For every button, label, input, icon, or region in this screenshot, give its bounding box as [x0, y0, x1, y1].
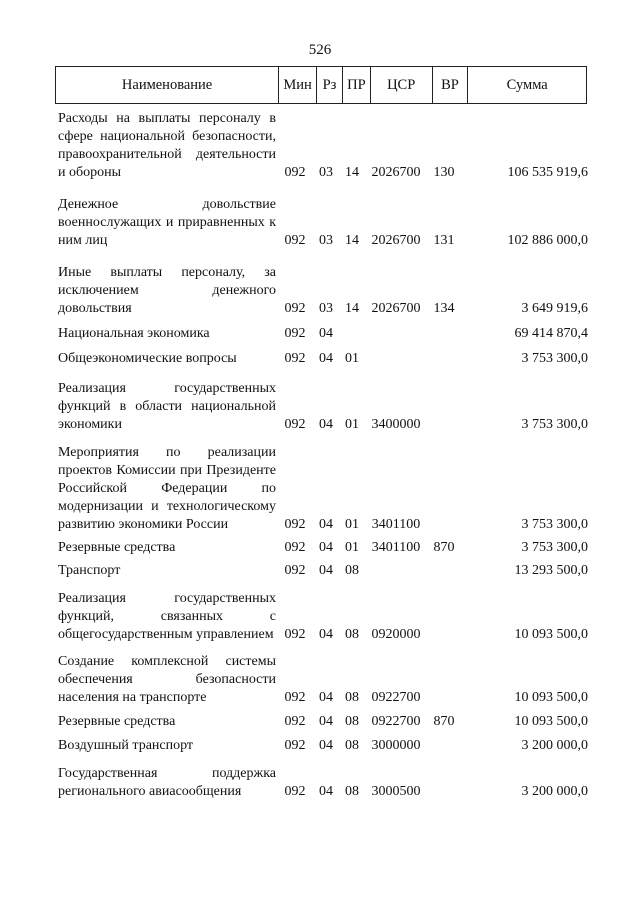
row-name: Общеэкономические вопросы — [58, 351, 237, 366]
row-csr: 2026700 — [371, 233, 421, 248]
row-sum: 3 753 300,0 — [521, 351, 588, 366]
row-name: Денежное довольствие военнослужащих и приравненных к ним лиц — [58, 197, 276, 248]
row-csr: 3000500 — [371, 784, 421, 799]
table-row — [58, 539, 588, 557]
row-min: 092 — [284, 690, 306, 705]
row-name: Создание комплексной системы обеспечения безопасности населения на транспорте — [58, 654, 276, 705]
table-row — [58, 350, 588, 368]
header-min: Мин — [279, 67, 317, 103]
row-pr: 08 — [345, 563, 359, 578]
row-pr: 01 — [345, 351, 359, 366]
row-name: Мероприятия по реализации проектов Комиссии при Президенте Российской Федерации по модернизации и технологическому развитию экономики России — [58, 445, 276, 532]
row-csr: 3400000 — [371, 417, 421, 432]
row-rz: 04 — [319, 417, 333, 432]
table-row — [58, 110, 588, 182]
row-pr: 08 — [345, 714, 359, 729]
page-number: 526 — [308, 42, 332, 58]
row-rz: 04 — [319, 540, 333, 555]
header-name: Наименование — [56, 67, 279, 103]
header-pr: ПР — [343, 67, 371, 103]
row-min: 092 — [284, 351, 306, 366]
row-min: 092 — [284, 627, 306, 642]
row-pr: 14 — [345, 165, 359, 180]
row-pr: 08 — [345, 627, 359, 642]
row-min: 092 — [284, 165, 306, 180]
row-pr: 14 — [345, 233, 359, 248]
table-row — [58, 325, 588, 343]
row-sum: 3 200 000,0 — [521, 784, 588, 799]
row-vr: 870 — [433, 714, 455, 729]
header-sum: Сумма — [506, 76, 548, 93]
row-name: Государственная поддержка регионального авиасообщения — [58, 766, 276, 799]
row-rz: 04 — [319, 563, 333, 578]
row-sum: 102 886 000,0 — [507, 233, 588, 248]
header-rz: Рз — [317, 67, 343, 103]
budget-table-body — [58, 110, 588, 801]
row-sum: 3 753 300,0 — [521, 517, 588, 532]
row-name: Реализация государственных функций, связанных с общегосударственным управлением — [58, 591, 276, 642]
row-sum: 3 200 000,0 — [521, 738, 588, 753]
row-name: Национальная экономика — [58, 326, 210, 341]
row-name: Реализация государственных функций в области национальной экономики — [58, 381, 276, 432]
header-csr: ЦСР — [371, 67, 433, 103]
row-csr: 0920000 — [371, 627, 421, 642]
row-rz: 03 — [319, 165, 333, 180]
row-csr: 3401100 — [371, 540, 421, 555]
table-row — [58, 196, 588, 250]
row-pr: 01 — [345, 417, 359, 432]
row-csr: 3000000 — [371, 738, 421, 753]
row-rz: 04 — [319, 784, 333, 799]
row-sum: 10 093 500,0 — [514, 627, 588, 642]
row-rz: 04 — [319, 714, 333, 729]
row-sum: 10 093 500,0 — [514, 690, 588, 705]
row-pr: 01 — [345, 540, 359, 555]
row-sum: 106 535 919,6 — [507, 165, 588, 180]
row-min: 092 — [284, 540, 306, 555]
row-name: Транспорт — [58, 563, 121, 578]
row-sum: 3 649 919,6 — [521, 301, 588, 316]
row-rz: 03 — [319, 301, 333, 316]
row-min: 092 — [284, 233, 306, 248]
table-row — [58, 737, 588, 755]
row-name: Воздушный транспорт — [58, 738, 194, 753]
row-pr: 08 — [345, 690, 359, 705]
row-min: 092 — [284, 714, 306, 729]
table-row — [58, 562, 588, 580]
row-rz: 03 — [319, 233, 333, 248]
row-csr: 2026700 — [371, 165, 421, 180]
row-csr: 3401100 — [371, 517, 421, 532]
row-min: 092 — [284, 326, 306, 341]
row-rz: 04 — [319, 517, 333, 532]
row-pr: 01 — [345, 517, 359, 532]
table-row — [58, 653, 588, 707]
row-name: Расходы на выплаты персоналу в сфере национальной безопасности, правоохранительной деятельности и обороны — [58, 111, 276, 180]
table-row — [58, 765, 588, 801]
row-csr: 0922700 — [371, 714, 421, 729]
header-vr: ВР — [433, 67, 469, 103]
row-min: 092 — [284, 417, 306, 432]
row-rz: 04 — [319, 690, 333, 705]
row-sum: 3 753 300,0 — [521, 417, 588, 432]
row-vr: 131 — [433, 233, 455, 248]
row-rz: 04 — [319, 627, 333, 642]
row-vr: 134 — [433, 301, 455, 316]
row-min: 092 — [284, 738, 306, 753]
row-pr: 14 — [345, 301, 359, 316]
table-row — [58, 590, 588, 644]
row-min: 092 — [284, 784, 306, 799]
row-rz: 04 — [319, 738, 333, 753]
row-sum: 10 093 500,0 — [514, 714, 588, 729]
row-rz: 04 — [319, 326, 333, 341]
table-row — [58, 713, 588, 731]
table-row — [58, 380, 588, 434]
row-name: Иные выплаты персоналу, за исключением денежного довольствия — [58, 265, 276, 316]
table-row — [58, 444, 588, 534]
row-name: Резервные средства — [58, 540, 176, 555]
table-header — [55, 66, 587, 104]
row-sum: 69 414 870,4 — [514, 326, 588, 341]
row-csr: 2026700 — [371, 301, 421, 316]
row-sum: 13 293 500,0 — [514, 563, 588, 578]
row-name: Резервные средства — [58, 714, 176, 729]
row-vr: 870 — [433, 540, 455, 555]
row-vr: 130 — [433, 165, 455, 180]
row-pr: 08 — [345, 738, 359, 753]
row-pr: 08 — [345, 784, 359, 799]
row-sum: 3 753 300,0 — [521, 540, 588, 555]
row-min: 092 — [284, 563, 306, 578]
row-min: 092 — [284, 517, 306, 532]
row-csr: 0922700 — [371, 690, 421, 705]
row-min: 092 — [284, 301, 306, 316]
row-rz: 04 — [319, 351, 333, 366]
table-row — [58, 264, 588, 318]
